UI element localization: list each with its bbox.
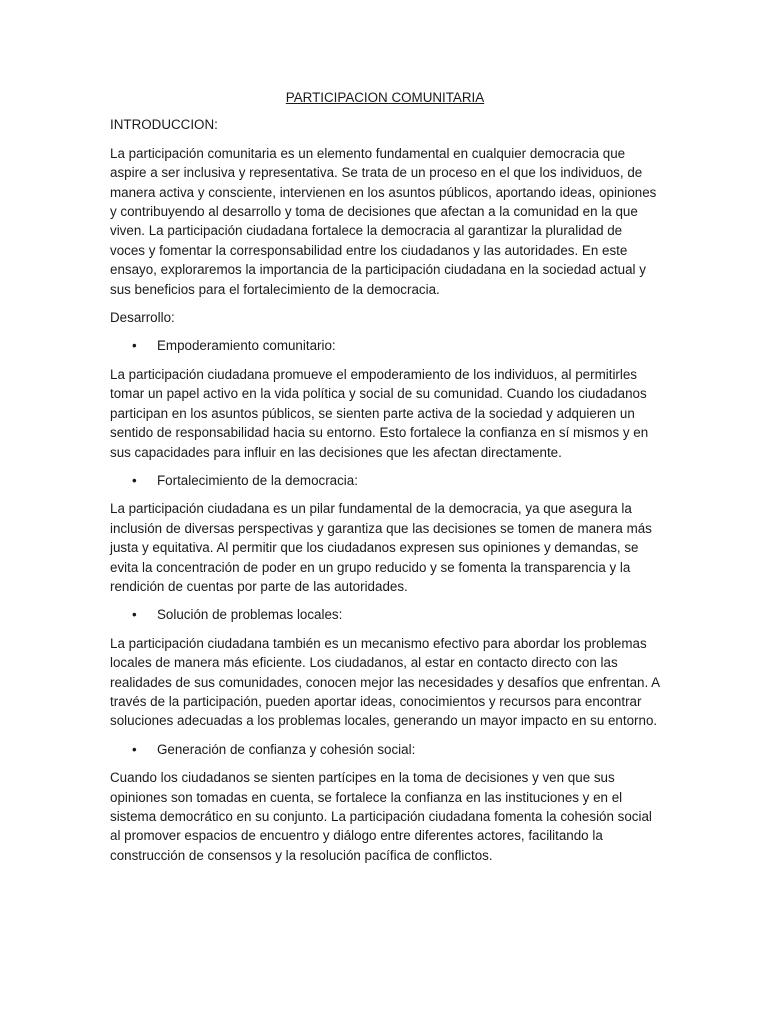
bullet-dot-icon: •	[132, 338, 137, 354]
section-paragraph-solucion: La participación ciudadana también es un mecanismo efectivo para abordar los problemas locales de manera más eficiente. Los ciudadanos, al estar en contacto directo con las realidades de sus comunidades, conocen mejor las necesidades y desafíos que enfrentan. A través de la participación, pueden aportar ideas, conocimientos y recursos para encontrar soluciones adecuadas a los problemas locales, generando un mayor impacto en su entorno.	[110, 635, 660, 729]
bullet-item-solucion	[110, 605, 660, 624]
bullet-dot-icon: •	[132, 607, 137, 623]
bullet-label: Generación de confianza y cohesión social:	[157, 741, 416, 757]
intro-heading: INTRODUCCION:	[110, 117, 218, 133]
development-heading: Desarrollo:	[110, 310, 175, 326]
bullet-list	[110, 471, 660, 490]
section-paragraph-empoderamiento: La participación ciudadana promueve el empoderamiento de los individuos, al permitirles tomar un papel activo en la vida política y social de su comunidad. Cuando los ciudadanos participan en los asuntos públicos, se sienten parte activa de la sociedad y adquieren un sentido de responsabilidad hacia su entorno. Esto fortalece la confianza en sí mismos y en sus capacidades para influir en las decisiones que les afectan directamente.	[110, 366, 649, 460]
bullet-dot-icon: •	[132, 741, 137, 757]
bullet-label: Fortalecimiento de la democracia:	[157, 472, 358, 488]
bullet-item-confianza	[110, 740, 660, 759]
section-paragraph-fortalecimiento: La participación ciudadana es un pilar fundamental de la democracia, ya que asegura la inclusión de diversas perspectivas y garantiza que las decisiones se tomen de manera más justa y equitativa. Al permitir que los ciudadanos expresen sus opiniones y demandas, se evita la concentración de poder en un grupo reducido y se fomenta la transparencia y la rendición de cuentas por parte de las autoridades.	[110, 501, 652, 594]
bullet-list	[110, 605, 660, 624]
intro-paragraph: La participación comunitaria es un elemento fundamental en cualquier democracia que aspire a ser inclusiva y representativa. Se trata de un proceso en el que los individuos, de manera activa y consciente, intervienen en los asuntos públicos, aportando ideas, opiniones y contribuyendo al desarrollo y toma de decisiones que afectan a la comunidad en la que viven. La participación ciudadana fortalece la democracia al garantizar la pluralidad de voces y fomentar la corresponsabilidad entre los ciudadanos y las autoridades. En este ensayo, exploraremos la importancia de la participación ciudadana en la sociedad actual y sus beneficios para el fortalecimiento de la democracia.	[110, 145, 657, 297]
bullet-list	[110, 336, 660, 355]
bullet-list	[110, 740, 660, 759]
bullet-item-fortalecimiento	[110, 471, 660, 490]
bullet-dot-icon: •	[132, 472, 137, 488]
section-paragraph-confianza: Cuando los ciudadanos se sienten partícipes en la toma de decisiones y ven que sus opiniones son tomadas en cuenta, se fortalece la confianza en las instituciones y en el sistema democrático en su conjunto. La participación ciudadana fomenta la cohesión social al promover espacios de encuentro y diálogo entre diferentes actores, facilitando la construcción de consensos y la resolución pacífica de conflictos.	[110, 770, 652, 863]
document-title: PARTICIPACION COMUNITARIA	[285, 90, 485, 105]
bullet-item-empoderamiento	[110, 336, 660, 355]
bullet-label: Empoderamiento comunitario:	[157, 338, 336, 354]
bullet-label: Solución de problemas locales:	[157, 607, 343, 623]
